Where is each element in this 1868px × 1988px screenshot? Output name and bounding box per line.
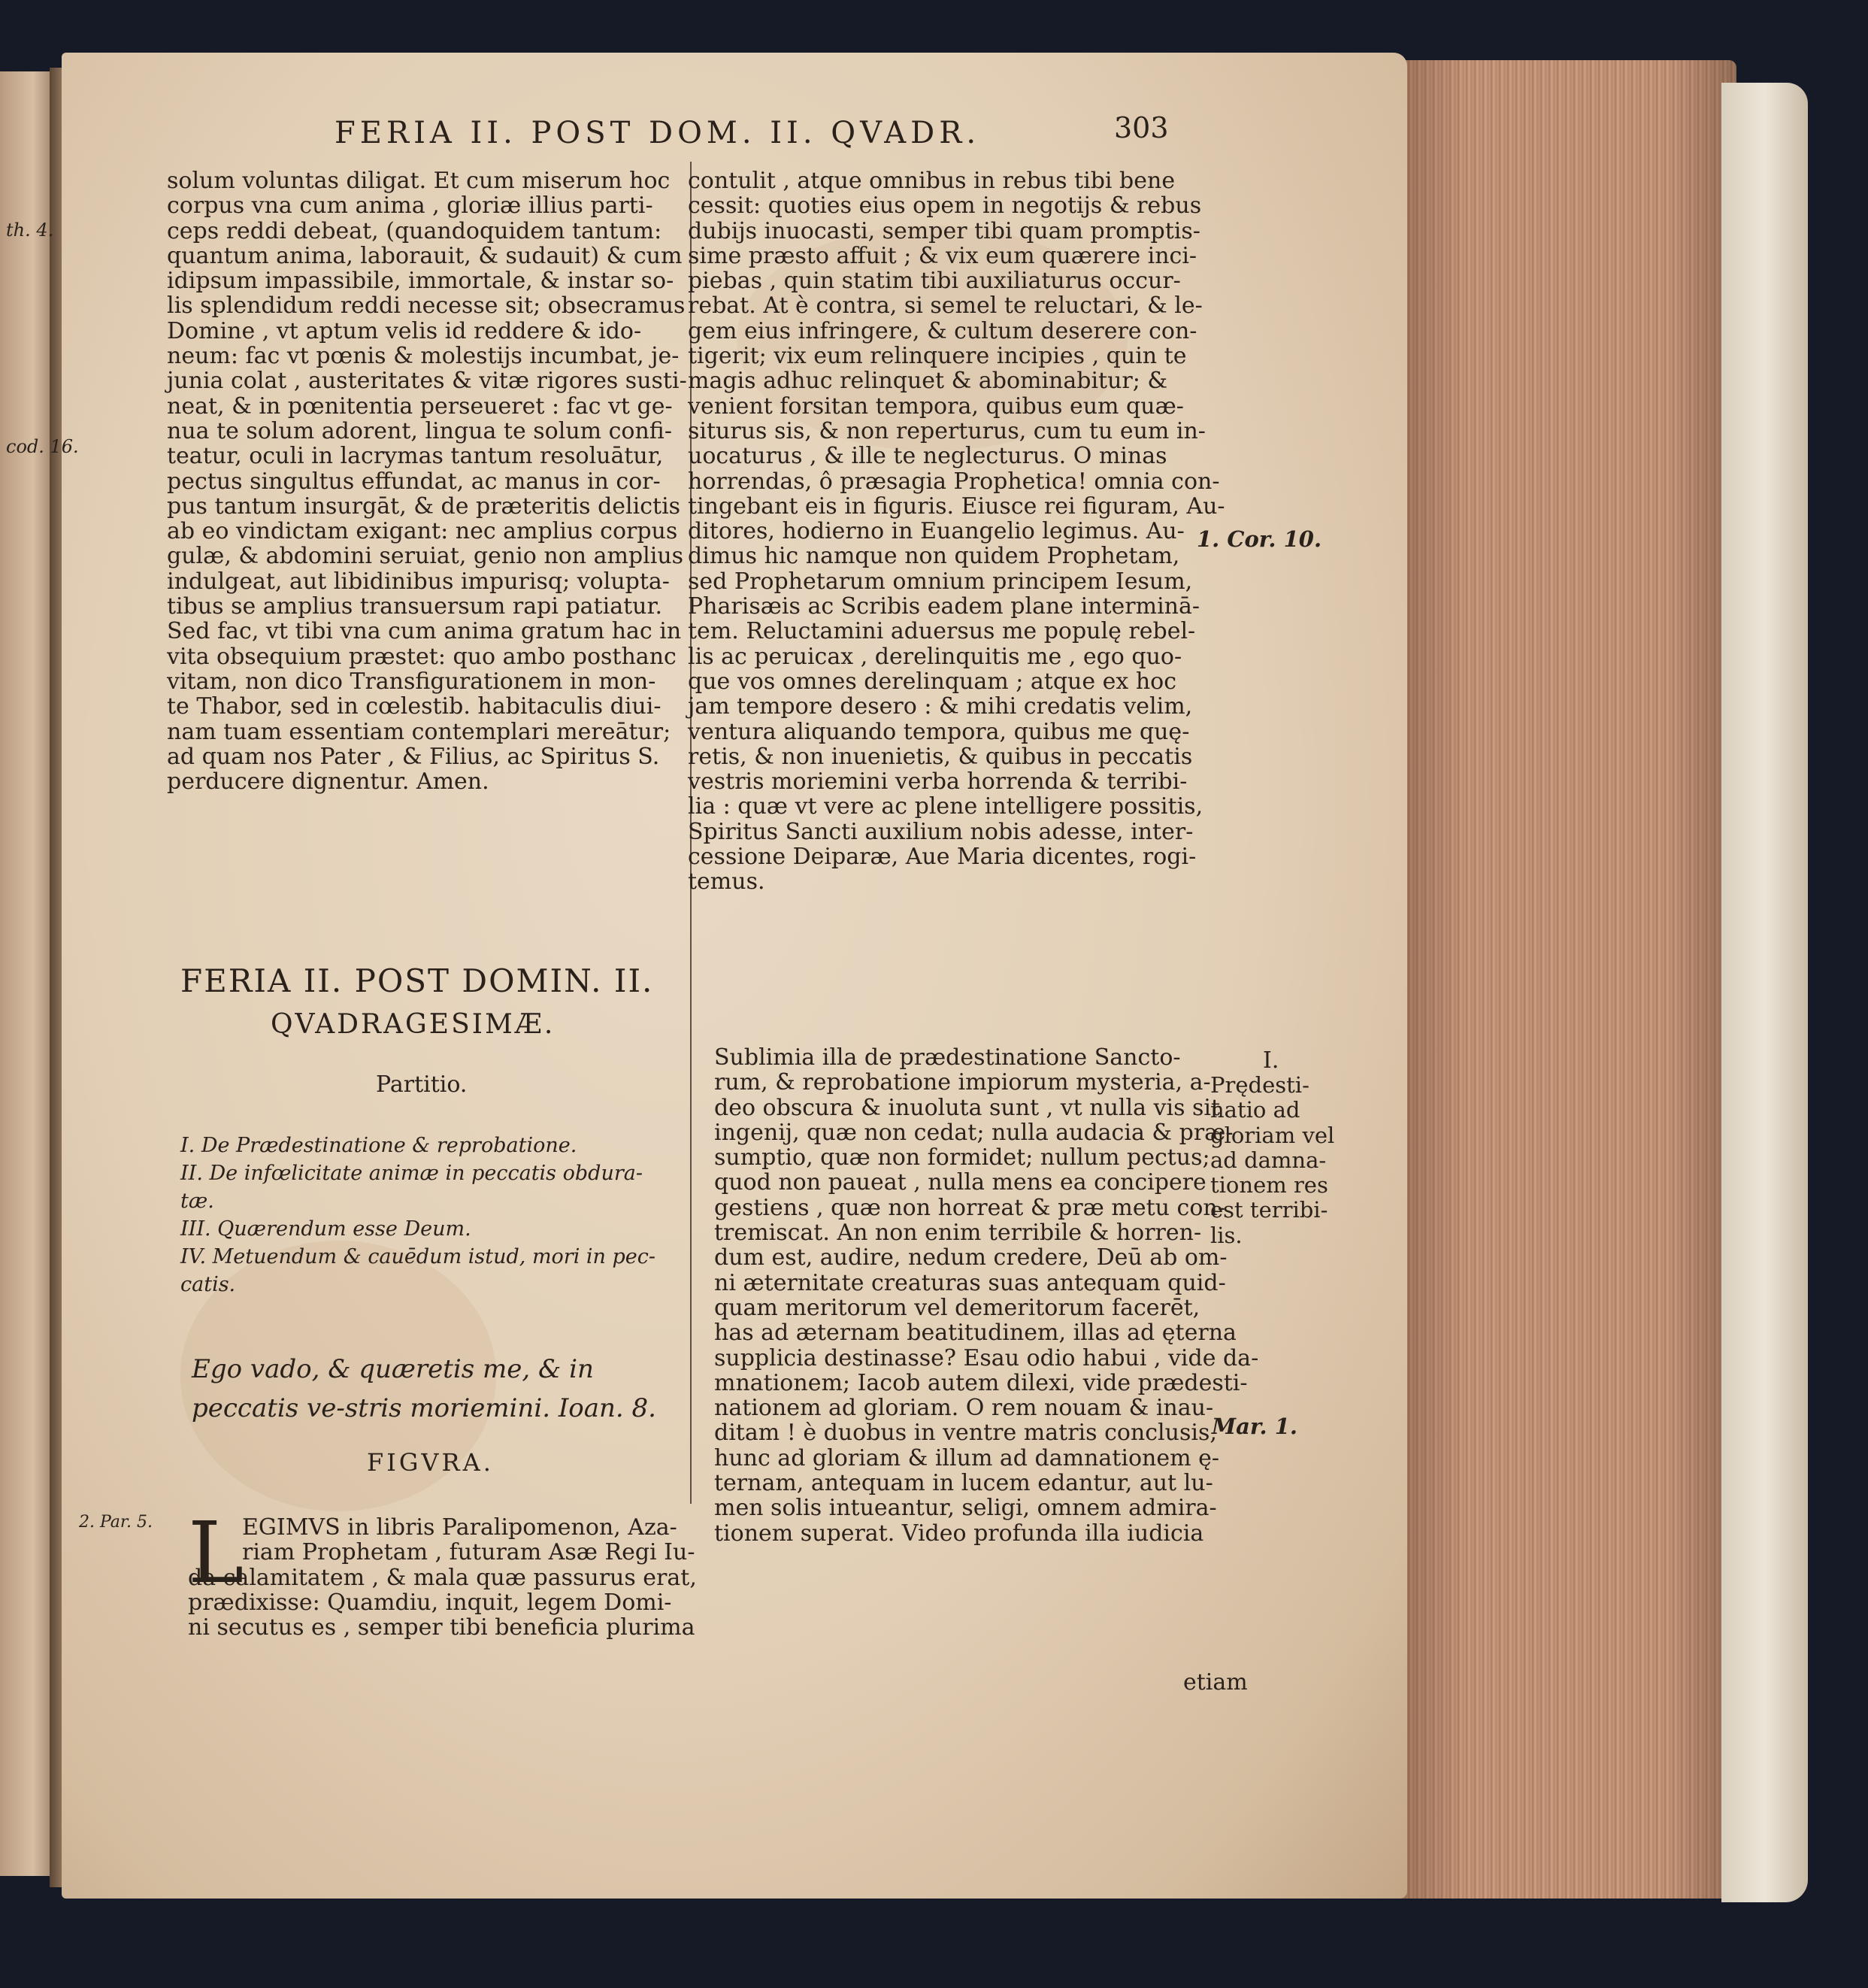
text-line: tibus se amplius transuersum rapi patiatur.	[167, 593, 663, 620]
catchword: etiam	[1183, 1669, 1248, 1696]
text-line: rum, & reprobatione impiorum mysteria, a-	[714, 1069, 1211, 1096]
text-line: tæ.	[180, 1189, 214, 1213]
text-line: hunc ad gloriam & illum ad damnationem ę-	[714, 1444, 1219, 1471]
text-line: venient forsitan tempora, quibus eum quæ-	[688, 392, 1184, 420]
text-line: siturus sis, & non reperturus, cum tu eum in-	[688, 417, 1206, 444]
text-line: EGIMVS in libris Paralipomenon, Aza-	[242, 1514, 677, 1541]
text-line: catis.	[180, 1273, 236, 1296]
text-line: ni æternitate creaturas suas antequam quid-	[714, 1269, 1226, 1296]
text-line: Prędesti-	[1210, 1072, 1309, 1098]
text-line: contulit , atque omnibus in rebus tibi bene	[688, 168, 1176, 194]
text-line: magis adhuc relinquet & abominabitur; &	[688, 368, 1168, 395]
margin-note-roman-one: I.	[1263, 1047, 1279, 1074]
text-line: has ad æternam beatitudinem, illas ad ęterna	[714, 1320, 1237, 1347]
text-line: dimus hic namque non quidem Prophetam,	[688, 543, 1180, 570]
text-line: ventura aliquando tempora, quibus me quę-	[688, 718, 1190, 745]
text-line: vestris moriemini verba horrenda & terribi-	[688, 768, 1188, 796]
text-line: Sed fac, vt tibi vna cum anima gratum hac in	[167, 618, 682, 645]
section-subtitle: QVADRAGESIMÆ.	[271, 1009, 556, 1040]
text-line: mnationem; Iacob autem dilexi, vide prædesti-	[714, 1369, 1248, 1396]
text-line: sumptio, quæ non formidet; nullum pectus;	[714, 1144, 1210, 1171]
text-line: lia : quæ vt vere ac plene intelligere possitis,	[688, 793, 1203, 820]
text-line: ad quam nos Pater , & Filius, ac Spiritus S.	[167, 743, 660, 770]
text-line: prædixisse: Quamdiu, inquit, legem Domi-	[188, 1589, 672, 1616]
text-line: ditores, hodierno in Euangelio legimus. Au-	[688, 518, 1185, 545]
text-line: sed Prophetarum omnium principem Iesum,	[688, 568, 1193, 595]
text-line: idipsum impassibile, immortale, & instar so-	[167, 268, 674, 295]
text-line: ad damna-	[1210, 1147, 1327, 1173]
text-line: gloriam vel	[1210, 1122, 1335, 1148]
text-line: que vos omnes derelinquam ; atque ex hoc	[688, 668, 1177, 695]
text-line: lis ac peruicax , derelinquitis me , ego quo-	[688, 643, 1182, 670]
text-line: Spiritus Sancti auxilium nobis adesse, inter-	[688, 818, 1194, 845]
text-line: dubijs inuocasti, semper tibi quam promptis-	[688, 217, 1200, 244]
text-line: tionem superat. Video profunda illa iudicia	[714, 1520, 1204, 1547]
vellum-cover	[1721, 83, 1808, 1902]
margin-note-predestinatio	[1210, 1073, 1342, 1248]
right-column-text	[688, 168, 1225, 896]
text-line: nationem ad gloriam. O rem nouam & inau-	[714, 1395, 1214, 1422]
text-line: lis splendidum reddi necesse sit; obsecramus	[167, 292, 686, 320]
text-line: junia colat , austeritates & vitæ rigores susti-	[167, 368, 687, 395]
text-line: tingebant eis in figuris. Eiusce rei figuram, Au-	[688, 492, 1225, 520]
section-title: FERIA II. POST DOMIN. II.	[180, 962, 654, 999]
text-line: deo obscura & inuoluta sunt , vt nulla vis sit	[714, 1094, 1221, 1121]
text-line: riam Prophetam , futuram Asæ Regi Iu-	[242, 1539, 695, 1566]
text-line: ingenij, quæ non cedat; nulla audacia & præ-	[714, 1119, 1234, 1146]
text-line: da calamitatem , & mala quæ passurus erat,	[188, 1564, 697, 1591]
text-line: tionem res	[1210, 1172, 1328, 1199]
text-line: dum est, audire, nedum credere, Deū ab om-	[714, 1244, 1228, 1271]
page-block-shade	[1397, 60, 1736, 1899]
text-line: quod non paueat , nulla mens ea concipere	[714, 1169, 1206, 1196]
partitio-list	[180, 1132, 692, 1299]
text-line: quam meritorum vel demeritorum facerēt,	[714, 1294, 1200, 1321]
text-line: Pharisæis ac Scribis eadem plane interminā-	[688, 593, 1200, 620]
text-line: men solis intueantur, seligi, omnem admira-	[714, 1495, 1217, 1522]
drop-capital: L	[188, 1505, 244, 1602]
text-line: tem. Reluctamini aduersus me populę rebel-	[688, 618, 1196, 645]
text-line: nam tuam essentiam contemplari mereātur;	[167, 718, 671, 745]
text-line: vitam, non dico Transfigurationem in mon-	[167, 668, 656, 695]
partitio-heading: Partitio.	[376, 1071, 468, 1098]
text-line: perducere dignentur. Amen.	[167, 768, 489, 796]
text-line: quantum anima, laborauit, & sudauit) & cum	[167, 242, 683, 269]
page-number: 303	[1114, 111, 1169, 144]
text-line: ab eo vindictam exigant: nec amplius corpus	[167, 518, 678, 545]
text-line: I. De Prædestinatione & reprobatione.	[180, 1134, 577, 1157]
text-line: gulæ, & abdomini seruiat, genio non amplius	[167, 543, 684, 570]
text-line: est terribi-	[1210, 1197, 1328, 1223]
text-line: supplicia destinasse? Esau odio habui , vide da-	[714, 1344, 1259, 1371]
text-line: horrendas, ô præsagia Prophetica! omnia con-	[688, 468, 1220, 495]
facing-margin-note: th. 4.	[6, 220, 54, 241]
text-line: Domine , vt aptum velis id reddere & ido-	[167, 317, 642, 344]
text-line: ternam, antequam in lucem edantur, aut lu-	[714, 1470, 1213, 1497]
text-line: retis, & non inuenietis, & quibus in peccatis	[688, 743, 1193, 770]
text-line: pus tantum insurgāt, & de præteritis delictis	[167, 492, 681, 520]
running-head: FERIA II. POST DOM. II. QVADR.	[335, 116, 981, 150]
text-line: indulgeat, aut libidinibus impurisq; volupta-	[167, 568, 670, 595]
text-line: gem eius infringere, & cultum deserere con-	[688, 317, 1197, 344]
text-line: jam tempore desero : & mihi credatis velim,	[688, 693, 1193, 720]
figura-heading: FIGVRA.	[367, 1448, 494, 1477]
text-line: stris moriemini. Ioan. 8.	[344, 1393, 656, 1423]
text-line: rebat. At è contra, si semel te reluctari, & le-	[688, 292, 1203, 320]
text-line: Ego vado, & quæretis me, & in peccatis ve-	[192, 1354, 594, 1423]
text-line: neat, & in pœnitentia perseueret : fac vt ge-	[167, 392, 673, 420]
text-line: pectus singultus effundat, ac manus in cor-	[167, 468, 661, 495]
text-line: II. De infœlicitate animæ in peccatis obdura-	[180, 1162, 643, 1185]
text-line: nua te solum adorent, lingua te solum confi-	[167, 417, 672, 444]
left-column-text	[167, 168, 693, 794]
text-line: vita obsequium præstet: quo ambo posthanc	[167, 643, 677, 670]
text-line: IV. Metuendum & cauēdum istud, mori in pec-	[180, 1245, 656, 1268]
text-line: corpus vna cum anima , gloriæ illius parti-	[167, 192, 653, 220]
facing-margin-note: 2. Par. 5.	[79, 1513, 153, 1532]
text-line: solum voluntas diligat. Et cum miserum hoc	[167, 168, 671, 194]
text-line: ditam ! è duobus in ventre matris conclusis,	[714, 1420, 1217, 1447]
text-line: uocaturus , & ille te neglecturus. O minas	[688, 443, 1167, 470]
text-line: ceps reddi debeat, (quandoquidem tantum:	[167, 217, 662, 244]
margin-note-mar: Mar. 1.	[1212, 1414, 1297, 1439]
margin-note-cor: 1. Cor. 10.	[1197, 526, 1322, 552]
text-line: gestiens , quæ non horreat & præ metu con-	[714, 1194, 1225, 1221]
text-line: Sublimia illa de prædestinatione Sancto-	[714, 1044, 1181, 1071]
text-line: tremiscat. An non enim terribile & horren-	[714, 1220, 1202, 1247]
facing-margin-note: cod. 16.	[6, 436, 79, 457]
text-line: teatur, oculi in lacrymas tantum resoluātur,	[167, 443, 664, 470]
text-line: natio ad	[1210, 1097, 1300, 1123]
text-line: ni secutus es , semper tibi beneficia plurima	[188, 1614, 695, 1641]
text-line: lis.	[1210, 1222, 1243, 1248]
text-line: sime præsto affuit ; & vix eum quærere inci-	[688, 242, 1197, 269]
text-line: tigerit; vix eum relinquere incipies , quin te	[688, 343, 1187, 370]
scripture-quote	[192, 1350, 688, 1428]
text-line: cessione Deiparæ, Aue Maria dicentes, rogi-	[688, 844, 1197, 871]
text-line: cessit: quoties eius opem in negotijs & rebus	[688, 192, 1202, 220]
text-line: temus.	[688, 868, 765, 896]
text-line: piebas , quin statim tibi auxiliaturus occur-	[688, 268, 1181, 295]
text-line: neum: fac vt pœnis & molestijs incumbat, je-	[167, 343, 680, 370]
figura-text	[188, 1514, 697, 1641]
text-line: te Thabor, sed in cœlestib. habitaculis diui-	[167, 693, 662, 720]
text-line: III. Quærendum esse Deum.	[180, 1217, 471, 1241]
